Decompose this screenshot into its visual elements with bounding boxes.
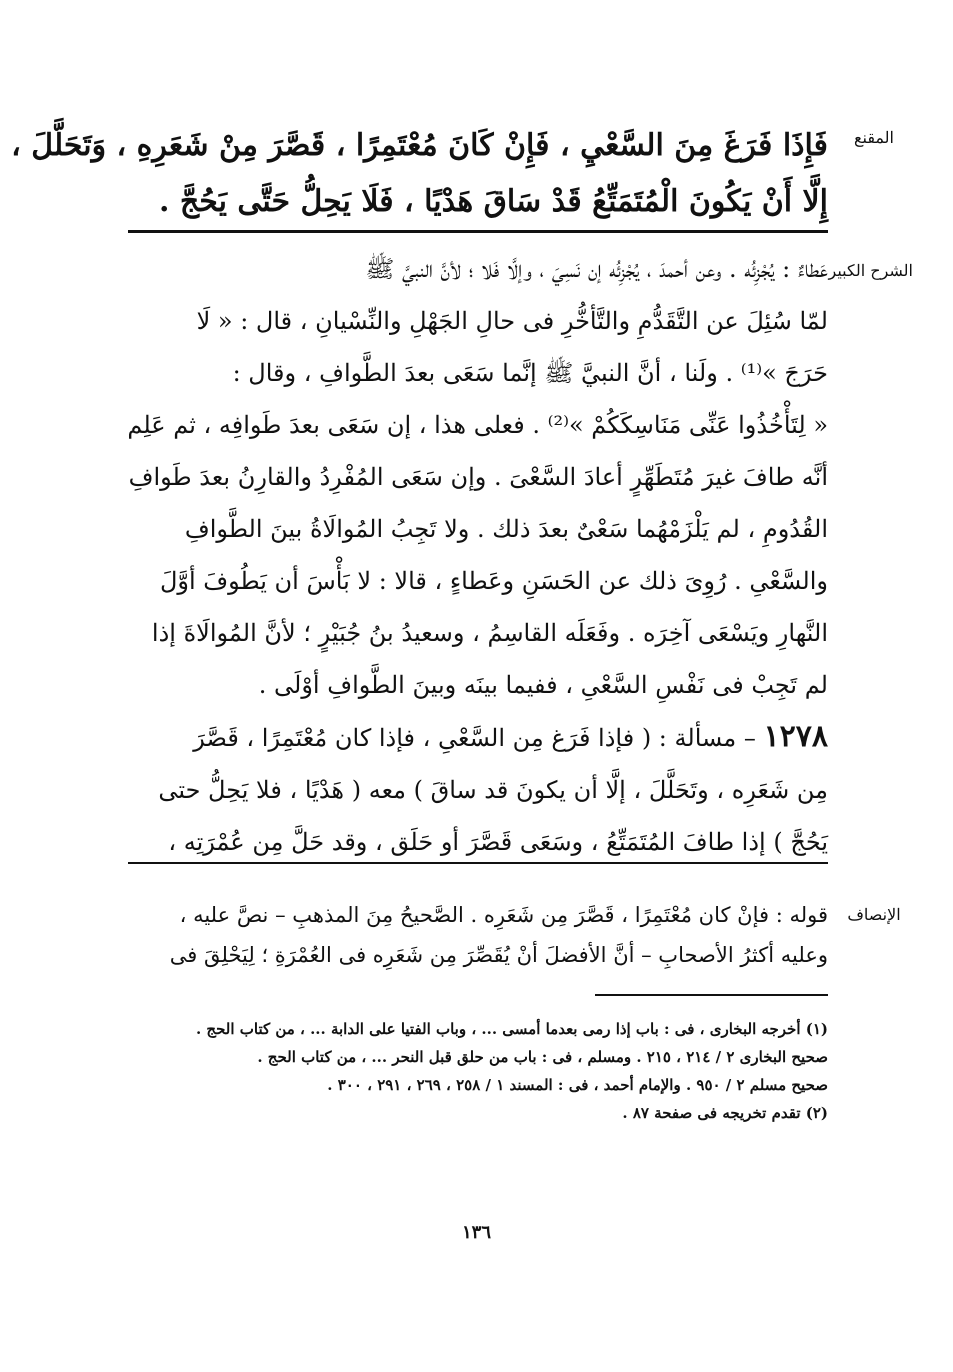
sharh-line: النَّهارِ ويَسْعَى آخِرَه . وفَعَلَه القاسِمُ ، وسعيدُ بنُ جُبَيْرٍ ؛ لأنَّ المُوالَاةَ إذا xyxy=(151,619,828,647)
middle-divider xyxy=(128,862,828,864)
masala-text: – مسألة : ( فإذا فَرَغ مِن السَّعْىِ ، فإذا كان مُعْتَمِرًا ، قَصَّرَ xyxy=(193,724,764,752)
insaf-label: الإنصاف xyxy=(847,905,901,924)
sharh-line: أنَّه طافَ غيرَ مُتَطَهِّرٍ أعادَ السَّعْىَ . وإن سَعَى المُفْرِدُ والقارِنُ بعدَ طَوافِ xyxy=(128,463,828,491)
footnote-divider xyxy=(595,994,828,996)
page-number: ١٣٦ xyxy=(461,1222,491,1243)
insaf-text xyxy=(128,895,828,975)
muqni-line: إِلَّا أَنْ يَكُونَ الْمُتَمَتِّعُ قَدْ سَاقَ هَدْيًا ، فَلَا يَحِلُّ حَتَّى يَحُجَّ . xyxy=(158,184,828,219)
footnote-line: (١) أخرجه البخارى ، فى : باب إذا رمى بعدما أمسى ... ، وباب الفتيا على الدابة ... ، من كتاب الحج . xyxy=(195,1020,828,1038)
sharh-line: القُدُومِ ، لم يَلْزَمْهُما سَعْىٌ بعدَ ذلك . ولا تَجِبُ المُوالَاةُ بينَ الطَّوافِ xyxy=(184,515,828,543)
sharh-text xyxy=(128,243,828,868)
masala-line xyxy=(128,711,828,764)
footnote-line: (٢) تقدم تخريجه فى صفحة ٨٧ . xyxy=(622,1104,828,1122)
footnotes xyxy=(128,1015,828,1127)
sharh-label: الشرح الكبير xyxy=(828,261,913,280)
muqni-label: المقنع xyxy=(853,128,894,147)
masala-line: مِن شَعَرِه ، وتَحَلَّلَ ، إلَّا أن يكونَ قد ساقَ ) معه ( هَدْيًا ، فلا يَحِلُّ حتى xyxy=(158,776,828,804)
sharh-line: حَرَجَ »⁽¹⁾ . ولَنا ، أنَّ النبيَّ ﷺ إنَّما سَعَى بعدَ الطَّوافِ ، وقال : xyxy=(232,359,828,387)
top-divider xyxy=(128,230,828,233)
sharh-line: والسَّعْىِ . رُوِىَ ذلك عن الحَسَنِ وعَطاءٍ ، قالا : لا بَأْسَ أن يَطُوفَ أوَّلَ xyxy=(159,567,828,595)
insaf-line: وعليه أكثرُ الأصحابِ – أنَّ الأفضلَ أنْ يُقَصِّرَ مِن شَعَرِه فى العُمْرَةِ ؛ لِيَحْلِقَ فى xyxy=(169,943,828,967)
sharh-line: « لِتَأْخُذُوا عَنِّى مَنَاسِكَكُمْ »⁽²⁾ . فعلى هذا ، إن سَعَى بعدَ طَوافِه ، ثم عَلِم xyxy=(127,411,828,439)
sharh-line: عَطاءٌ : يُجْزِئُه . وعن أحمدَ ، يُجْزِئُه إن نَسِيَ ، وإلَّا فَلا ؛ لأنَّ النبيَّ ﷺ xyxy=(365,255,828,283)
sharh-line: لمّا سُئِلَ عن التَّقَدُّمِ والتَّأخُّرِ فى حالِ الجَهْلِ والنِّسْيانِ ، قال : « لَا xyxy=(196,307,828,335)
sharh-line: لم تَجِبْ فى نَفْسِ السَّعْىِ ، ففيما بينَه وبينَ الطَّوافِ أوْلَى . xyxy=(258,671,828,699)
insaf-line: قوله : فإنْ كان مُعْتَمِرًا ، قَصَّرَ مِن شَعَرِه . الصَّحيحُ مِنَ المذهبِ – نصَّ عليه ، xyxy=(179,903,828,927)
footnote-line: صحيح البخارى ٢ / ٢١٤ ، ٢١٥ . ومسلم ، فى : باب من حلق قبل النحر ... ، من كتاب الحج . xyxy=(257,1048,828,1066)
muqni-line: فَإِذَا فَرَغَ مِنَ السَّعْيِ ، فَإِنْ كَانَ مُعْتَمِرًا ، قَصَّرَ مِنْ شَعَرِهِ ، وَتَحَلَّلَ ، xyxy=(11,128,828,163)
muqni-text xyxy=(11,118,828,230)
masala-line: يَحُجَّ ) إذا طافَ المُتَمَتِّعُ ، وسَعَى قَصَّرَ أو حَلَق ، وقد حَلَّ مِن عُمْرَتِه ، xyxy=(168,828,828,856)
footnote-line: صحيح مسلم ٢ / ٩٥٠ . والإمام أحمد ، فى : المسند ١ / ٢٥٨ ، ٢٦٩ ، ٢٩١ ، ٣٠٠ . xyxy=(327,1076,828,1094)
masala-number: ١٢٧٨ xyxy=(763,719,828,754)
